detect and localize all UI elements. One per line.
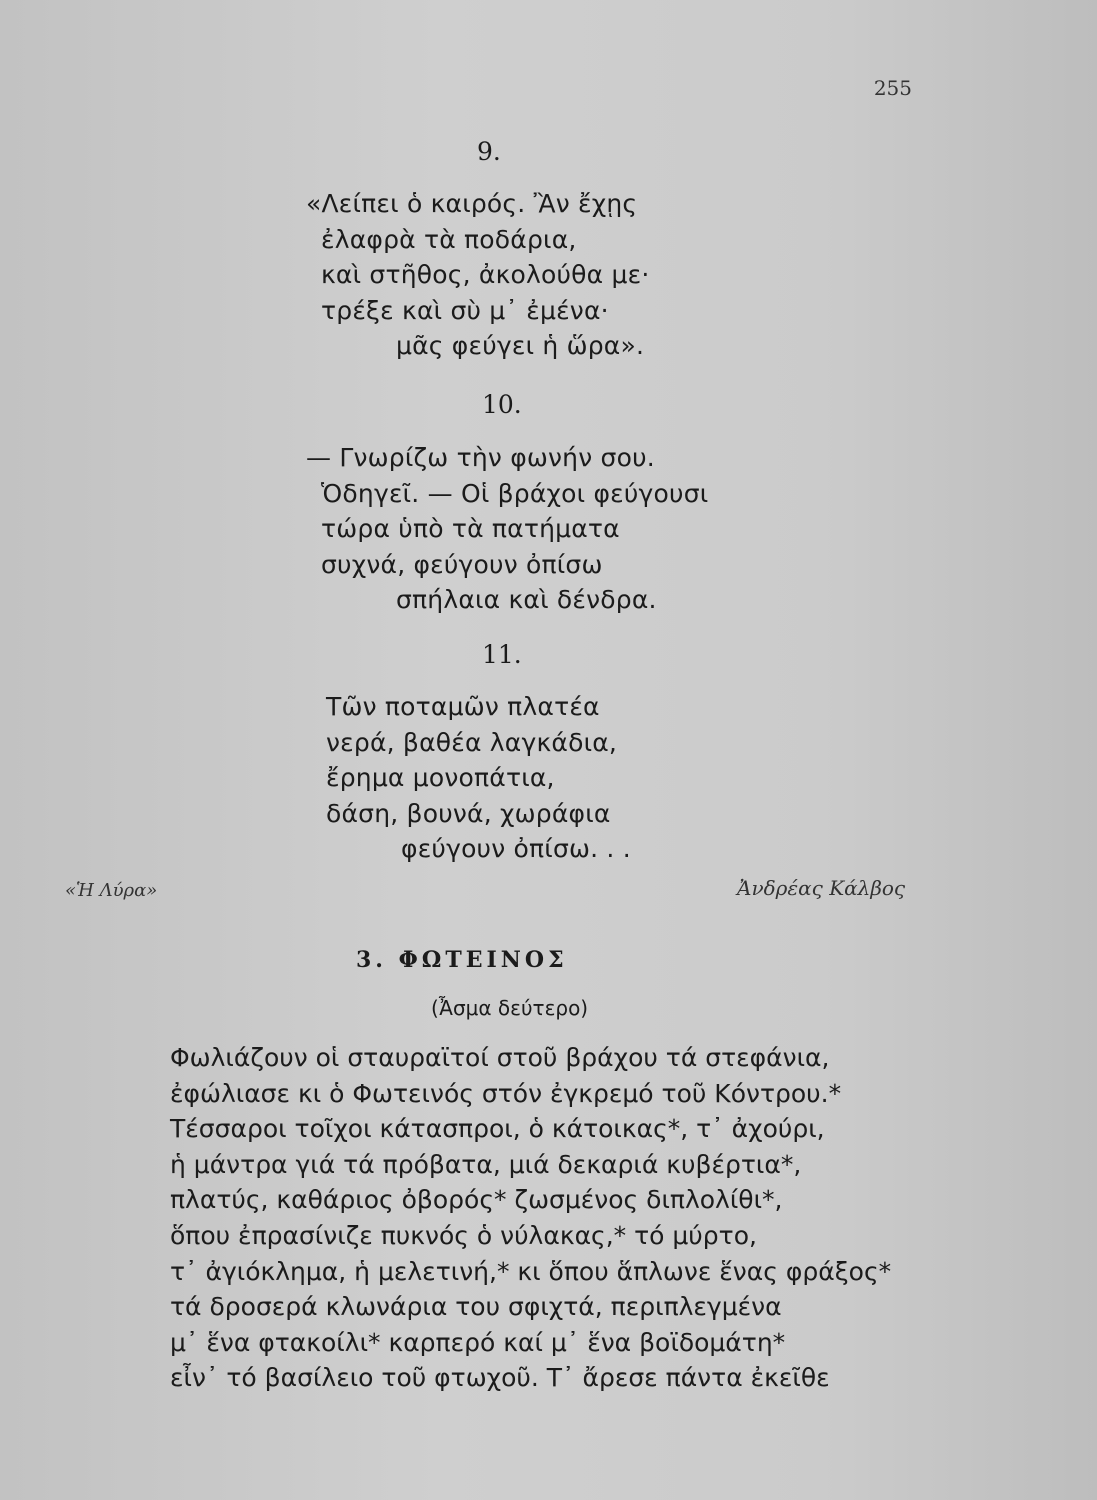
stanza-number: 11. xyxy=(482,640,522,669)
section-subtitle: (Ἆσμα δεύτερο) xyxy=(431,996,589,1020)
poem-line: ἐφώλιασε κι ὁ Φωτεινός στόν ἐγκρεμό τοῦ Κόντρου.* xyxy=(170,1078,842,1108)
poem-body xyxy=(170,1040,891,1396)
verse-line: συχνά, φεύγουν ὀπίσω xyxy=(321,549,603,579)
source-author: Ἀνδρέας Κάλβος xyxy=(737,876,906,900)
stanza-number: 9. xyxy=(477,137,501,166)
poem-line: μ᾽ ἕνα φτακοίλι* καρπερό καί μ᾽ ἕνα βοϊδομάτη* xyxy=(170,1327,786,1357)
stanza-11 xyxy=(326,689,631,867)
verse-line: ἔρημα μονοπάτια, xyxy=(326,763,555,792)
poem-line: ὅπου ἐπρασίνιζε πυκνός ὁ νύλακας,* τό μύρτο, xyxy=(170,1220,757,1250)
poem-line: ἡ μάντρα γιά τά πρόβατα, μιά δεκαριά κυβέρτια*, xyxy=(170,1149,802,1179)
poem-line: Φωλιάζουν οἱ σταυραϊτοί στοῦ βράχου τά στεφάνια, xyxy=(170,1043,830,1072)
stanza-9 xyxy=(306,186,649,364)
verse-line: νερά, βαθέα λαγκάδια, xyxy=(326,727,618,757)
poem-line: Τέσσαροι τοῖχοι κάτασπροι, ὁ κάτοικας*, τ᾽ ἀχούρι, xyxy=(170,1114,825,1144)
verse-line: σπήλαια καὶ δένδρα. xyxy=(396,585,657,614)
verse-line: μᾶς φεύγει ἡ ὥρα». xyxy=(396,331,645,360)
verse-line: τρέξε καὶ σὺ μ᾽ ἐμένα· xyxy=(321,295,609,325)
verse-line: τώρα ὑπὸ τὰ πατήματα xyxy=(321,514,620,543)
poem-line: τ᾽ ἀγιόκλημα, ἡ μελετινή,* κι ὅπου ἅπλωνε ἕνας φράξος* xyxy=(170,1256,892,1286)
verse-line: καὶ στῆθος, ἀκολούθα με· xyxy=(321,260,650,289)
verse-line: «Λείπει ὁ καιρός. Ἂν ἔχῃς xyxy=(306,189,638,218)
stanza-10 xyxy=(306,440,708,618)
verse-line: Ὁδηγεῖ. — Οἱ βράχοι φεύγουσι xyxy=(321,478,709,508)
verse-line: ἐλαφρὰ τὰ ποδάρια, xyxy=(321,224,577,254)
verse-line: δάση, βουνά, χωράφια xyxy=(326,798,611,828)
source-work: «Ἡ Λύρα» xyxy=(65,880,158,901)
poem-line: τά δροσερά κλωνάρια του σφιχτά, περιπλεγμένα xyxy=(170,1292,782,1322)
stanza-number: 10. xyxy=(482,390,522,419)
poem-line: πλατύς, καθάριος ὀβορός* ζωσμένος διπλολίθι*, xyxy=(170,1185,783,1215)
page-number: 255 xyxy=(873,76,912,100)
verse-line: Τῶν ποταμῶν πλατέα xyxy=(326,692,600,721)
poem-line: εἶν᾽ τό βασίλειο τοῦ φτωχοῦ. Τ᾽ ἄρεσε πάντα ἐκεῖθε xyxy=(170,1363,830,1393)
verse-line: — Γνωρίζω τὴν φωνήν σου. xyxy=(306,443,655,472)
verse-line: φεύγουν ὀπίσω. . . xyxy=(401,834,631,863)
section-title: 3. ΦΩΤΕΙΝΟΣ xyxy=(356,947,568,973)
